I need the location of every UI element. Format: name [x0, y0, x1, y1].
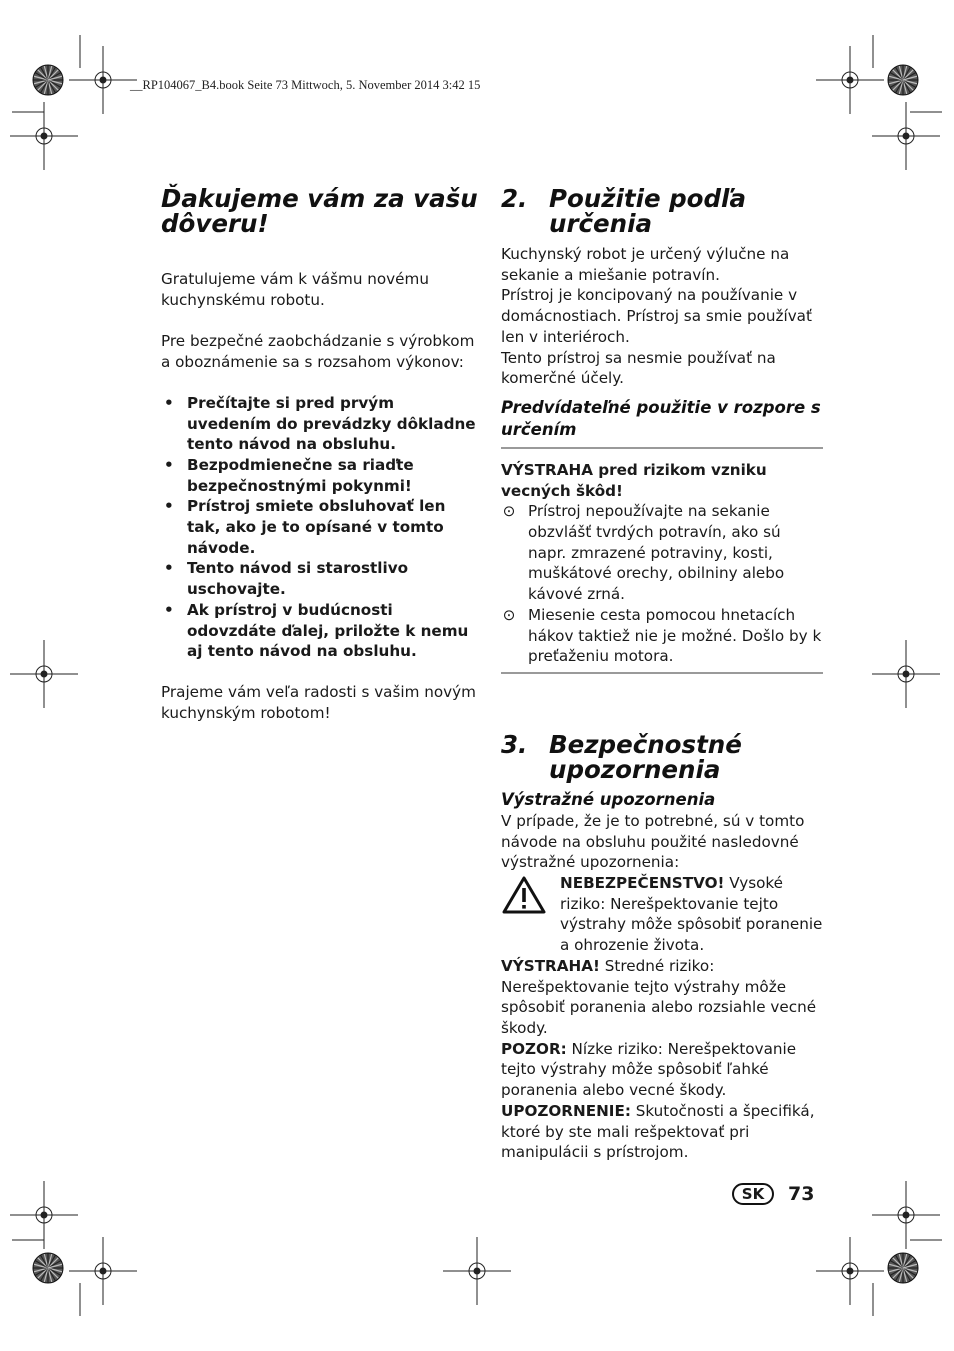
list-item: ⊙ Miesenie cesta pomocou hnetacích hákov taktiež nie je možné. Došlo by k preťaženiu motora. — [502, 605, 822, 666]
danger-text: NEBEZPEČENSTVO! Vysoké riziko: Nerešpektovanie tejto výstrahy môže spôsobiť poranenie a ohrozenie života. — [560, 874, 823, 955]
right-column — [501, 186, 823, 1163]
caution-text: POZOR: Nízke riziko: Nerešpektovanie tejto výstrahy môže spôsobiť ľahké poranenia alebo vecné škody. — [501, 1039, 797, 1100]
safety-intro-paragraph: Pre bezpečné zaobchádzanie s výrobkom a oboznámenie sa s rozsahom výkonov: — [161, 332, 475, 372]
section-number: 2. — [501, 184, 528, 213]
divider — [501, 672, 823, 674]
section-number: 3. — [501, 729, 528, 759]
warning-text: VÝSTRAHA! Stredné riziko: Nerešpektovanie tejto výstrahy môže spôsobiť poranenia alebo rozsiahle vecné škody. — [501, 956, 817, 1037]
intro-paragraph: Gratulujeme vám k vášmu novému kuchynskému robotu. — [161, 270, 429, 309]
section-3-heading — [501, 729, 823, 784]
left-column — [161, 186, 481, 723]
page-number: 73 — [788, 1183, 815, 1205]
warning-triangle-icon — [501, 873, 560, 956]
note-text: UPOZORNENIE: Skutočnosti a špecifiká, ktoré by ste mali rešpektovať pri manipulácii s prístrojom. — [501, 1101, 815, 1162]
property-warning-title: VÝSTRAHA pred rizikom vzniku vecných škôd! — [501, 460, 767, 500]
language-badge: SK — [732, 1183, 774, 1205]
divider — [501, 447, 823, 449]
thanks-title: Ďakujeme vám za vašu dôveru! — [161, 184, 478, 238]
misuse-list — [501, 501, 823, 667]
instruction-list — [161, 393, 481, 662]
list-item: • Prečítajte si pred prvým uvedením do prevádzky dôkladne tento návod na obsluhu. — [161, 393, 481, 455]
usage-paragraph: Kuchynský robot je určený výlučne na sekanie a miešanie potravín. — [501, 245, 790, 284]
list-item: • Prístroj smiete obsluhovať len tak, ako je to opísané v tomto návode. — [161, 496, 481, 558]
print-header: __RP104067_B4.book Seite 73 Mittwoch, 5. November 2014 3:42 15 — [130, 78, 481, 92]
warnings-subheading: Výstražné upozornenia — [501, 789, 716, 809]
usage-paragraph: Prístroj je koncipovaný na používanie v domácnostiach. Prístroj sa smie používať len v interiéroch. — [501, 286, 812, 346]
list-item: • Tento návod si starostlivo uschovajte. — [161, 558, 481, 599]
list-item: • Bezpodmienečne sa riaďte bezpečnostnými pokynmi! — [161, 455, 481, 496]
warnings-intro: V prípade, že je to potrebné, sú v tomto návode na obsluhu použité nasledovné výstražné upozornenia: — [501, 811, 805, 872]
danger-block — [501, 873, 823, 956]
page-footer — [732, 1183, 814, 1205]
closing-paragraph: Prajeme vám veľa radosti s vašim novým kuchynským robotom! — [161, 682, 476, 722]
section-title: Použitie podľa určenia — [549, 184, 746, 238]
section-title: Bezpečnostné upozornenia — [549, 729, 742, 784]
circle-dot-icon: ⊙ — [502, 502, 516, 521]
section-2-heading — [501, 186, 823, 236]
circle-dot-icon: ⊙ — [502, 605, 516, 624]
list-item: ⊙ Prístroj nepoužívajte na sekanie obzvlášť tvrdých potravín, ako sú napr. zmrazené potraviny, kosti, muškátové orechy, obilniny alebo kávové zrná. — [502, 502, 785, 604]
usage-paragraph: Tento prístroj sa nesmie používať na komerčné účely. — [501, 348, 776, 388]
misuse-subheading: Predvídateľné použitie v rozpore s určením — [501, 397, 821, 439]
list-item: • Ak prístroj v budúcnosti odovzdáte ďalej, priložte k nemu aj tento návod na obsluhu. — [161, 600, 481, 662]
